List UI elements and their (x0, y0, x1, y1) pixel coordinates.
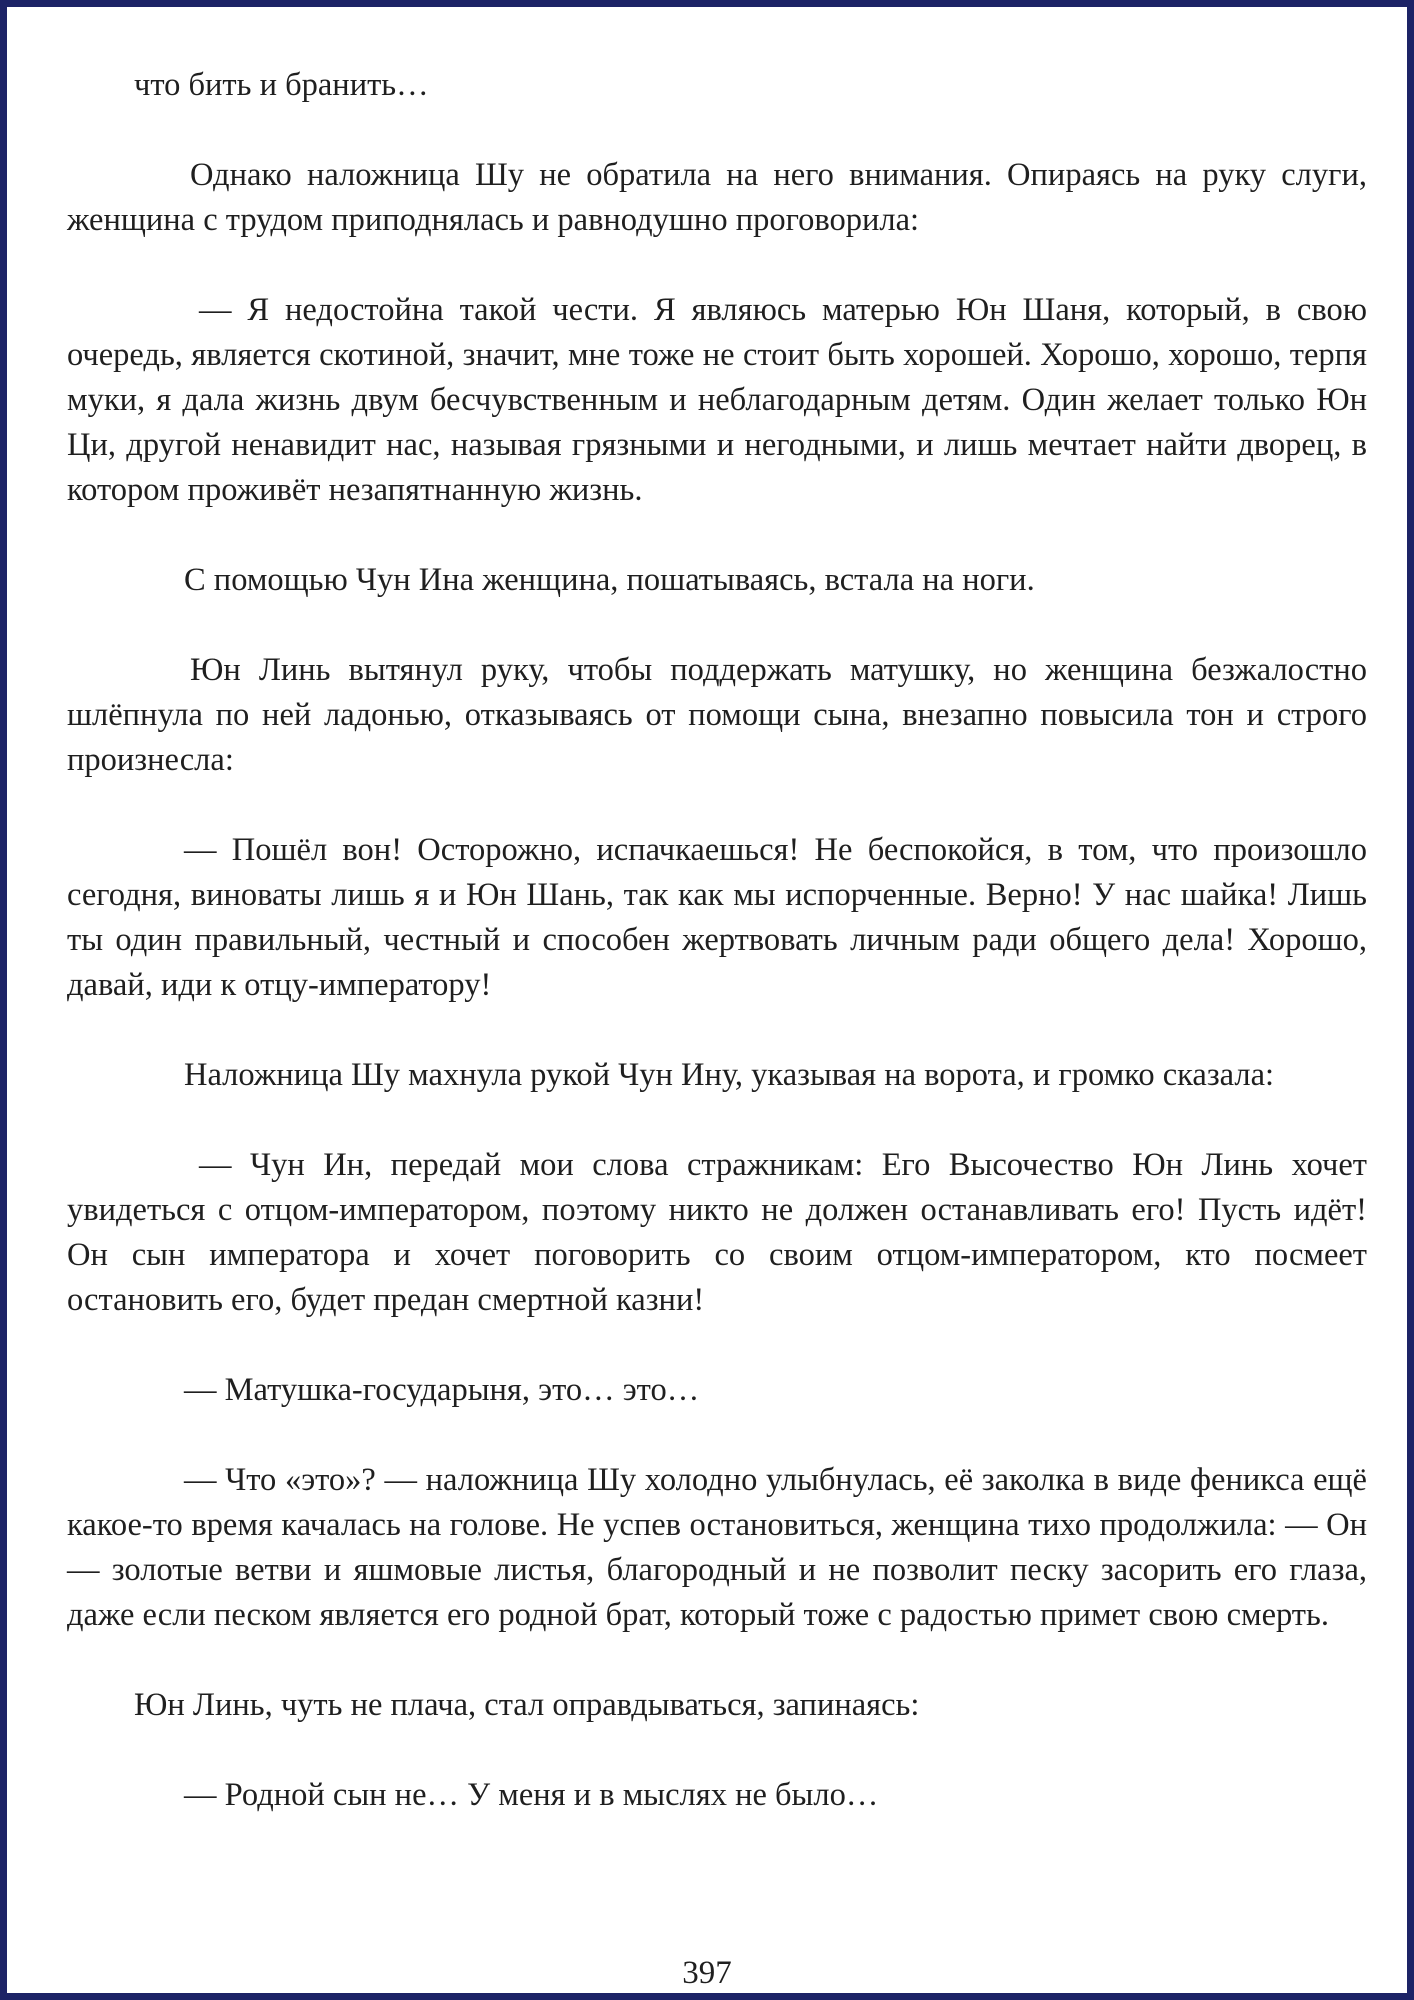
paragraph: Юн Линь, чуть не плача, стал оправдываться, запинаясь: (134, 1687, 920, 1723)
paragraph: Юн Линь вытянул руку, чтобы поддержать матушку, но женщина безжалостно шлёпнула по ней ладонью, отказываясь от помощи сына, внезапно повысила тон и строго произнесла: (67, 652, 1367, 778)
paragraph: — Я недостойна такой чести. Я являюсь матерью Юн Шаня, который, в свою очередь, является скотиной, значит, мне тоже не стоит быть хорошей. Хорошо, хорошо, терпя муки, я дала жизнь двум бесчувственным и неблагодарным детям. Один желает только Юн Ци, другой ненавидит нас, называя грязными и негодными, и лишь мечтает найти дворец, в котором проживёт незапятнанную жизнь. (67, 292, 1367, 508)
page-text (67, 63, 1367, 1818)
paragraph: Наложница Шу махнула рукой Чун Ину, указывая на ворота, и громко сказала: (184, 1057, 1275, 1093)
paragraph: С помощью Чун Ина женщина, пошатываясь, встала на ноги. (184, 562, 1035, 598)
page-number: 397 (682, 1955, 732, 1991)
paragraph: — Чун Ин, передай мои слова стражникам: Его Высочество Юн Линь хочет увидеться с отцом-императором, поэтому никто не должен останавливать его! Пусть идёт! Он сын императора и хочет поговорить со своим отцом-императором, кто посмеет остановить его, будет предан смертной казни! (67, 1147, 1367, 1318)
paragraph: что бить и бранить… (134, 67, 429, 103)
paragraph: — Родной сын не… У меня и в мыслях не было… (184, 1777, 879, 1813)
paragraph: — Что «это»? — наложница Шу холодно улыбнулась, её заколка в виде феникса ещё какое-то время качалась на голове. Не успев остановиться, женщина тихо продолжила: — Он — золотые ветви и яшмовые листья, благородный и не позволит песку засорить его глаза, даже если песком является его родной брат, который тоже с радостью примет свою смерть. (67, 1462, 1367, 1633)
paragraph: — Матушка-государыня, это… это… (184, 1372, 700, 1408)
paragraph: Однако наложница Шу не обратила на него внимания. Опираясь на руку слуги, женщина с трудом приподнялась и равнодушно проговорила: (67, 157, 1367, 238)
paragraph: — Пошёл вон! Осторожно, испачкаешься! Не беспокойся, в том, что произошло сегодня, виноваты лишь я и Юн Шань, так как мы испорченные. Верно! У нас шайка! Лишь ты один правильный, честный и способен жертвовать личным ради общего дела! Хорошо, давай, иди к отцу-императору! (67, 832, 1367, 1003)
